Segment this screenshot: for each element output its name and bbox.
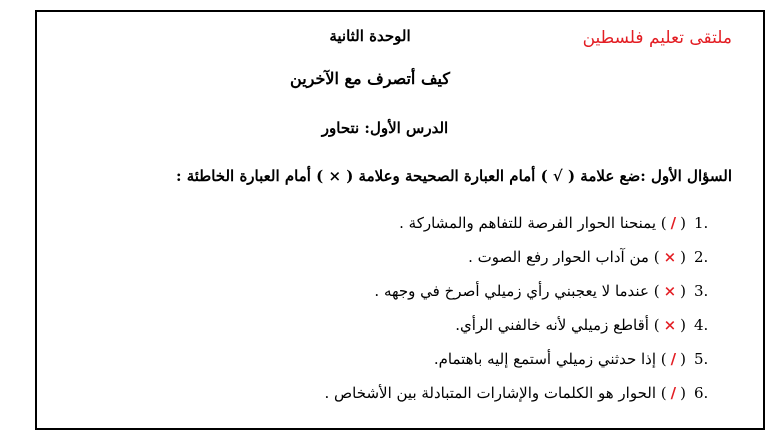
- item-number: 2.: [694, 248, 709, 266]
- statement-text: يمنحنا الحوار الفرصة للتفاهم والمشاركة .: [399, 214, 657, 232]
- statement-content: (×) أقاطع زميلي لأنه خالفني الرأي.: [455, 316, 686, 334]
- statement-text: عندما لا يعجبني رأي زميلي أصرخ في وجهه .: [374, 282, 649, 300]
- answer-mark: ×: [663, 316, 677, 334]
- answer-mark: /: [670, 350, 677, 368]
- list-item: [325, 206, 732, 240]
- answer-mark: ×: [663, 248, 677, 266]
- item-number: 1.: [694, 214, 709, 232]
- answer-mark: ×: [663, 282, 677, 300]
- statement-text: إذا حدثني زميلي أستمع إليه باهتمام.: [433, 350, 657, 368]
- statement-list: [325, 206, 732, 410]
- item-number: 3.: [694, 282, 709, 300]
- lesson-title: الدرس الأول: نتحاور: [321, 119, 449, 137]
- statement-text: من آداب الحوار رفع الصوت .: [468, 248, 649, 266]
- list-item: [325, 240, 732, 274]
- lesson-topic: كيف أتصرف مع الآخرين: [290, 69, 450, 88]
- list-item: [325, 274, 732, 308]
- statement-content: (×) من آداب الحوار رفع الصوت .: [468, 248, 686, 266]
- site-label: ملتقى تعليم فلسطين: [582, 28, 732, 48]
- statement-content: (/) الحوار هو الكلمات والإشارات المتبادلة بين الأشخاص .: [324, 384, 686, 402]
- answer-mark: /: [670, 384, 677, 402]
- answer-mark: /: [670, 214, 677, 232]
- unit-title: الوحدة الثانية: [329, 27, 411, 45]
- statement-content: (/) إذا حدثني زميلي أستمع إليه باهتمام.: [433, 350, 686, 368]
- question-instruction: السؤال الأول :ضع علامة ( √ ) أمام العبارة الصحيحة وعلامة ( × ) أمام العبارة الخاطئة :: [175, 167, 732, 185]
- statement-content: (/) يمنحنا الحوار الفرصة للتفاهم والمشاركة .: [399, 214, 686, 232]
- item-number: 5.: [694, 350, 709, 368]
- list-item: [325, 342, 732, 376]
- list-item: [325, 308, 732, 342]
- item-number: 4.: [694, 316, 709, 334]
- statement-text: أقاطع زميلي لأنه خالفني الرأي.: [455, 316, 649, 334]
- statement-text: الحوار هو الكلمات والإشارات المتبادلة بين الأشخاص .: [324, 384, 657, 402]
- statement-content: (×) عندما لا يعجبني رأي زميلي أصرخ في وجهه .: [374, 282, 686, 300]
- item-number: 6.: [694, 384, 709, 402]
